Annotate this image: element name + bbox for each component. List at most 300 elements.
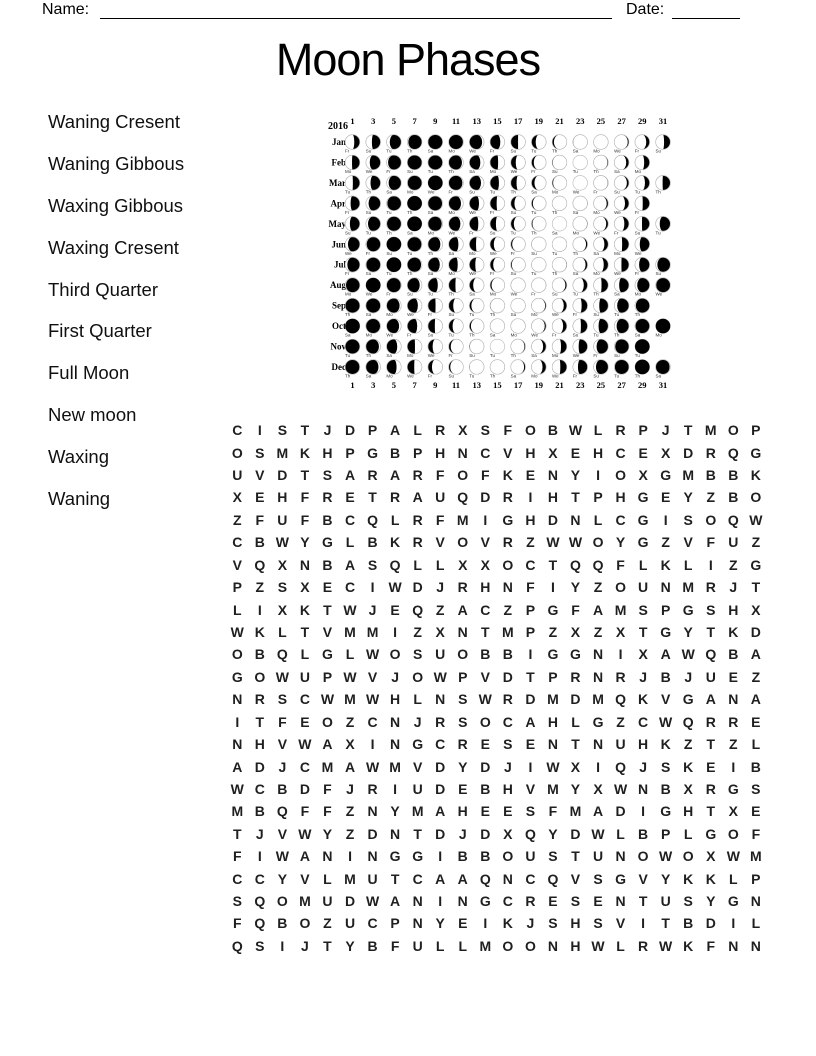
- grid-cell: D: [367, 825, 378, 842]
- grid-cell: D: [435, 758, 446, 775]
- grid-cell: Q: [615, 758, 627, 775]
- grid-cell: J: [436, 579, 445, 596]
- word-list-item: Third Quarter: [48, 278, 159, 300]
- grid-cell: E: [255, 489, 265, 506]
- grid-cell: J: [301, 937, 309, 954]
- word-list-item: Waxing Cresent: [48, 236, 179, 258]
- grid-cell: C: [525, 870, 536, 887]
- grid-cell: P: [751, 422, 761, 439]
- grid-cell: M: [569, 803, 582, 820]
- grid-cell: C: [435, 736, 446, 753]
- grid-cell: R: [525, 893, 536, 910]
- grid-cell: I: [235, 713, 240, 730]
- grid-cell: K: [638, 691, 649, 708]
- grid-cell: H: [638, 736, 649, 753]
- grid-cell: I: [708, 556, 713, 573]
- grid-cell: O: [592, 534, 604, 551]
- grid-cell: R: [367, 780, 378, 797]
- grid-cell: Z: [413, 624, 422, 640]
- grid-cell: D: [750, 624, 761, 640]
- grid-cell: R: [412, 534, 423, 551]
- grid-cell: K: [705, 870, 716, 887]
- grid-cell: R: [412, 511, 423, 528]
- grid-cell: V: [480, 668, 490, 685]
- grid-cell: G: [479, 893, 491, 910]
- grid-cell: M: [502, 624, 514, 640]
- grid-cell: K: [660, 556, 671, 573]
- grid-cell: R: [728, 713, 739, 730]
- grid-cell: W: [681, 646, 695, 663]
- grid-cell: W: [275, 668, 289, 685]
- grid-cell: B: [254, 803, 265, 820]
- grid-cell: L: [323, 870, 332, 887]
- grid-cell: V: [277, 736, 288, 753]
- grid-cell: J: [458, 825, 467, 842]
- grid-cell: R: [435, 422, 446, 439]
- grid-cell: H: [525, 444, 536, 461]
- grid-cell: S: [277, 691, 288, 708]
- grid-cell: Y: [570, 467, 581, 484]
- grid-cell: J: [729, 579, 738, 596]
- grid-cell: O: [254, 668, 266, 685]
- grid-cell: O: [322, 713, 333, 730]
- grid-cell: X: [345, 736, 355, 753]
- grid-cell: B: [367, 937, 378, 954]
- grid-cell: C: [367, 713, 378, 730]
- grid-cell: N: [232, 736, 243, 753]
- grid-cell: M: [704, 422, 717, 439]
- grid-cell: F: [503, 422, 513, 439]
- grid-cell: U: [412, 780, 423, 797]
- grid-cell: P: [412, 444, 423, 461]
- grid-cell: X: [232, 489, 242, 506]
- grid-cell: F: [232, 915, 242, 932]
- grid-cell: P: [322, 668, 333, 685]
- grid-cell: B: [502, 646, 513, 663]
- grid-cell: V: [660, 691, 671, 708]
- grid-cell: W: [365, 758, 380, 775]
- grid-cell: P: [390, 915, 400, 932]
- grid-cell: Z: [526, 534, 535, 551]
- grid-cell: J: [368, 601, 377, 618]
- grid-cell: W: [365, 646, 380, 663]
- grid-cell: M: [682, 579, 695, 596]
- grid-cell: G: [412, 736, 424, 753]
- grid-cell: G: [660, 803, 672, 820]
- grid-cell: M: [276, 444, 289, 461]
- grid-cell: N: [367, 803, 378, 820]
- grid-cell: E: [345, 489, 355, 506]
- grid-cell: G: [367, 444, 378, 461]
- grid-cell: F: [255, 511, 265, 528]
- grid-cell: X: [503, 825, 513, 842]
- grid-cell: M: [321, 758, 334, 775]
- grid-cell: E: [570, 444, 581, 461]
- grid-cell: Y: [683, 624, 693, 640]
- grid-cell: A: [750, 691, 761, 708]
- grid-cell: B: [750, 758, 761, 775]
- grid-cell: J: [278, 758, 287, 775]
- grid-cell: B: [277, 915, 288, 932]
- grid-cell: A: [660, 646, 671, 663]
- grid-cell: I: [348, 848, 352, 865]
- grid-cell: U: [525, 848, 536, 865]
- grid-cell: Y: [706, 893, 716, 910]
- grid-cell: E: [525, 467, 536, 484]
- grid-cell: Z: [729, 556, 738, 573]
- grid-cell: H: [570, 937, 581, 954]
- grid-cell: K: [683, 758, 694, 775]
- grid-cell: K: [390, 534, 401, 551]
- grid-cell: O: [231, 444, 243, 461]
- grid-cell: P: [548, 668, 558, 685]
- grid-cell: Z: [706, 489, 716, 506]
- grid-cell: S: [412, 646, 423, 663]
- grid-cell: S: [480, 422, 490, 439]
- grid-cell: X: [751, 601, 761, 618]
- grid-cell: O: [727, 825, 739, 842]
- grid-cell: A: [299, 848, 310, 865]
- grid-cell: C: [344, 579, 356, 596]
- grid-cell: Q: [254, 915, 266, 932]
- grid-cell: Q: [367, 511, 378, 528]
- grid-cell: K: [502, 915, 513, 932]
- grid-cell: D: [480, 825, 491, 842]
- grid-cell: X: [277, 556, 288, 573]
- grid-cell: D: [435, 780, 446, 797]
- grid-cell: Y: [345, 937, 355, 954]
- word-list-item: Waning: [48, 487, 111, 509]
- grid-cell: G: [322, 646, 333, 663]
- grid-cell: G: [682, 691, 694, 708]
- grid-cell: C: [232, 870, 243, 887]
- grid-cell: G: [502, 511, 514, 528]
- date-field-label: Date:: [626, 1, 665, 18]
- grid-cell: U: [232, 467, 243, 484]
- grid-cell: S: [232, 893, 242, 910]
- grid-cell: L: [683, 825, 693, 842]
- grid-cell: J: [639, 668, 648, 685]
- grid-cell: X: [706, 848, 716, 865]
- grid-cell: I: [280, 937, 285, 954]
- grid-cell: P: [367, 422, 378, 439]
- grid-cell: O: [457, 534, 469, 551]
- grid-cell: A: [344, 467, 356, 484]
- grid-cell: A: [412, 489, 423, 506]
- grid-cell: C: [232, 534, 243, 551]
- grid-cell: Z: [593, 579, 603, 596]
- grid-cell: S: [277, 422, 288, 439]
- grid-cell: E: [548, 893, 558, 910]
- grid-cell: W: [613, 780, 628, 797]
- grid-cell: C: [254, 870, 265, 887]
- grid-cell: N: [435, 691, 446, 708]
- grid-cell: W: [343, 601, 357, 618]
- grid-cell: M: [614, 601, 627, 618]
- grid-cell: K: [502, 467, 513, 484]
- grid-cell: W: [568, 534, 583, 551]
- grid-cell: N: [390, 736, 401, 753]
- grid-cell: P: [525, 601, 536, 618]
- grid-cell: Q: [254, 556, 266, 573]
- word-list-item: Waxing: [48, 446, 110, 468]
- grid-cell: J: [639, 758, 648, 775]
- grid-cell: P: [751, 870, 761, 887]
- grid-cell: V: [683, 534, 693, 551]
- grid-cell: N: [547, 736, 558, 753]
- grid-cell: T: [571, 736, 580, 753]
- grid-cell: A: [390, 467, 401, 484]
- grid-cell: I: [663, 511, 668, 528]
- grid-cell: T: [706, 624, 716, 640]
- grid-cell: C: [638, 713, 649, 730]
- grid-cell: Y: [570, 780, 581, 797]
- grid-cell: W: [230, 780, 244, 797]
- grid-cell: X: [548, 444, 558, 461]
- grid-cell: F: [300, 803, 310, 820]
- grid-cell: I: [370, 579, 375, 596]
- grid-cell: M: [456, 511, 469, 528]
- grid-cell: K: [254, 624, 265, 640]
- grid-cell: G: [637, 489, 649, 506]
- grid-cell: H: [322, 444, 333, 461]
- grid-cell: X: [480, 556, 490, 573]
- grid-cell: I: [528, 646, 533, 663]
- grid-cell: D: [277, 467, 288, 484]
- grid-cell: T: [571, 489, 580, 506]
- grid-cell: C: [254, 780, 265, 797]
- grid-cell: A: [435, 803, 446, 820]
- grid-cell: R: [367, 467, 378, 484]
- moon-phase-calendar-2016: [325, 112, 677, 397]
- grid-cell: N: [502, 870, 513, 887]
- grid-cell: B: [660, 780, 671, 797]
- grid-cell: C: [299, 691, 310, 708]
- grid-cell: F: [300, 511, 310, 528]
- grid-cell: T: [300, 624, 310, 640]
- grid-cell: I: [393, 780, 398, 797]
- grid-cell: T: [571, 848, 580, 865]
- grid-cell: U: [592, 848, 604, 865]
- grid-cell: O: [502, 848, 514, 865]
- grid-cell: C: [525, 556, 536, 573]
- grid-cell: S: [706, 601, 716, 618]
- grid-cell: F: [571, 601, 580, 618]
- grid-cell: S: [570, 893, 581, 910]
- grid-cell: I: [618, 646, 623, 663]
- grid-cell: E: [480, 736, 490, 753]
- grid-cell: R: [322, 489, 333, 506]
- grid-cell: X: [638, 646, 648, 663]
- grid-cell: Q: [547, 870, 559, 887]
- grid-cell: N: [750, 893, 761, 910]
- grid-cell: I: [370, 736, 375, 753]
- grid-cell: B: [457, 848, 468, 865]
- grid-cell: I: [483, 915, 488, 932]
- grid-cell: S: [458, 713, 468, 730]
- grid-cell: M: [547, 691, 559, 708]
- grid-cell: F: [435, 511, 445, 528]
- grid-cell: T: [638, 624, 648, 640]
- grid-cell: R: [502, 691, 513, 708]
- grid-cell: Z: [661, 534, 670, 551]
- grid-cell: S: [255, 444, 265, 461]
- grid-cell: U: [344, 915, 356, 932]
- grid-cell: L: [390, 511, 400, 528]
- grid-cell: X: [638, 467, 648, 484]
- grid-cell: Z: [593, 624, 603, 640]
- grid-cell: F: [548, 803, 558, 820]
- grid-cell: V: [525, 780, 536, 797]
- grid-cell: X: [300, 579, 310, 596]
- grid-cell: T: [751, 579, 761, 596]
- grid-cell: N: [412, 893, 423, 910]
- grid-cell: G: [750, 556, 762, 573]
- grid-cell: O: [524, 422, 536, 439]
- grid-cell: G: [547, 646, 559, 663]
- grid-cell: A: [344, 758, 356, 775]
- grid-cell: T: [300, 467, 310, 484]
- grid-cell: T: [413, 825, 422, 842]
- grid-cell: T: [390, 870, 400, 887]
- grid-cell: B: [683, 915, 694, 932]
- grid-cell: A: [322, 736, 333, 753]
- grid-cell: S: [638, 601, 648, 618]
- grid-cell: D: [570, 825, 581, 842]
- grid-cell: C: [480, 444, 491, 461]
- grid-cell: A: [525, 713, 536, 730]
- grid-cell: E: [390, 601, 400, 618]
- grid-cell: Z: [255, 579, 265, 596]
- grid-cell: B: [480, 780, 491, 797]
- grid-cell: U: [322, 893, 333, 910]
- grid-cell: R: [615, 422, 626, 439]
- date-blank-line[interactable]: [672, 18, 740, 19]
- grid-cell: M: [479, 937, 492, 954]
- grid-cell: C: [502, 893, 513, 910]
- grid-cell: Z: [323, 915, 332, 932]
- grid-cell: S: [683, 893, 693, 910]
- grid-cell: L: [616, 937, 625, 954]
- grid-cell: T: [323, 937, 332, 954]
- grid-cell: N: [367, 848, 378, 865]
- grid-cell: B: [322, 511, 333, 528]
- grid-cell: I: [731, 758, 736, 775]
- grid-cell: P: [638, 422, 648, 439]
- grid-cell: X: [458, 422, 468, 439]
- grid-cell: N: [322, 848, 333, 865]
- grid-cell: B: [728, 467, 739, 484]
- grid-cell: T: [481, 624, 490, 640]
- grid-cell: Z: [345, 803, 355, 820]
- grid-cell: I: [257, 422, 262, 439]
- grid-cell: L: [683, 556, 693, 573]
- grid-cell: C: [299, 758, 310, 775]
- grid-cell: W: [298, 825, 312, 842]
- grid-cell: S: [367, 556, 378, 573]
- grid-cell: D: [299, 780, 310, 797]
- grid-cell: Z: [683, 736, 693, 753]
- grid-cell: J: [503, 758, 512, 775]
- grid-cell: S: [548, 915, 558, 932]
- grid-cell: T: [548, 556, 558, 573]
- grid-cell: T: [255, 713, 265, 730]
- grid-cell: Q: [389, 556, 401, 573]
- grid-cell: I: [528, 489, 533, 506]
- grid-cell: S: [255, 937, 265, 954]
- grid-cell: C: [615, 444, 626, 461]
- grid-cell: K: [683, 870, 694, 887]
- grid-cell: I: [641, 803, 646, 820]
- grid-cell: W: [568, 422, 583, 439]
- grid-cell: T: [368, 489, 377, 506]
- grid-cell: P: [660, 601, 671, 618]
- grid-cell: U: [728, 534, 739, 551]
- grid-cell: E: [706, 758, 716, 775]
- grid-cell: L: [232, 601, 242, 618]
- grid-cell: A: [390, 422, 401, 439]
- grid-cell: F: [706, 534, 716, 551]
- grid-cell: R: [457, 579, 468, 596]
- grid-cell: O: [299, 915, 311, 932]
- grid-cell: F: [232, 848, 242, 865]
- grid-cell: K: [750, 467, 761, 484]
- grid-cell: H: [457, 803, 468, 820]
- grid-cell: H: [728, 601, 739, 618]
- grid-cell: W: [298, 736, 312, 753]
- grid-cell: G: [660, 467, 672, 484]
- grid-cell: W: [546, 534, 560, 551]
- name-blank-line[interactable]: [100, 18, 612, 19]
- grid-cell: D: [705, 915, 716, 932]
- grid-cell: R: [570, 668, 581, 685]
- grid-cell: E: [300, 713, 310, 730]
- grid-cell: J: [255, 825, 264, 842]
- grid-cell: N: [728, 937, 739, 954]
- grid-cell: G: [322, 534, 333, 551]
- grid-cell: L: [751, 736, 761, 753]
- grid-cell: W: [433, 668, 447, 685]
- grid-cell: Q: [592, 556, 604, 573]
- grid-cell: Q: [524, 825, 536, 842]
- grid-cell: M: [231, 803, 244, 820]
- grid-cell: A: [390, 893, 401, 910]
- grid-cell: J: [346, 780, 354, 797]
- grid-cell: X: [570, 624, 581, 640]
- grid-cell: B: [322, 556, 333, 573]
- grid-cell: K: [299, 601, 310, 618]
- grid-cell: Z: [345, 713, 355, 730]
- grid-cell: D: [547, 511, 558, 528]
- grid-cell: M: [389, 758, 401, 775]
- grid-cell: Z: [729, 736, 738, 753]
- grid-cell: I: [641, 915, 646, 932]
- grid-cell: D: [525, 691, 536, 708]
- grid-cell: H: [547, 489, 558, 506]
- grid-cell: A: [457, 870, 468, 887]
- grid-cell: Q: [457, 489, 469, 506]
- grid-cell: P: [458, 668, 468, 685]
- grid-cell: S: [277, 579, 288, 596]
- grid-cell: F: [323, 803, 332, 820]
- grid-cell: A: [457, 601, 468, 618]
- word-list-item: Waning Cresent: [48, 110, 180, 132]
- grid-cell: V: [615, 915, 626, 932]
- grid-cell: X: [728, 803, 738, 820]
- grid-cell: X: [277, 601, 288, 618]
- grid-cell: B: [638, 825, 649, 842]
- grid-cell: U: [705, 668, 716, 685]
